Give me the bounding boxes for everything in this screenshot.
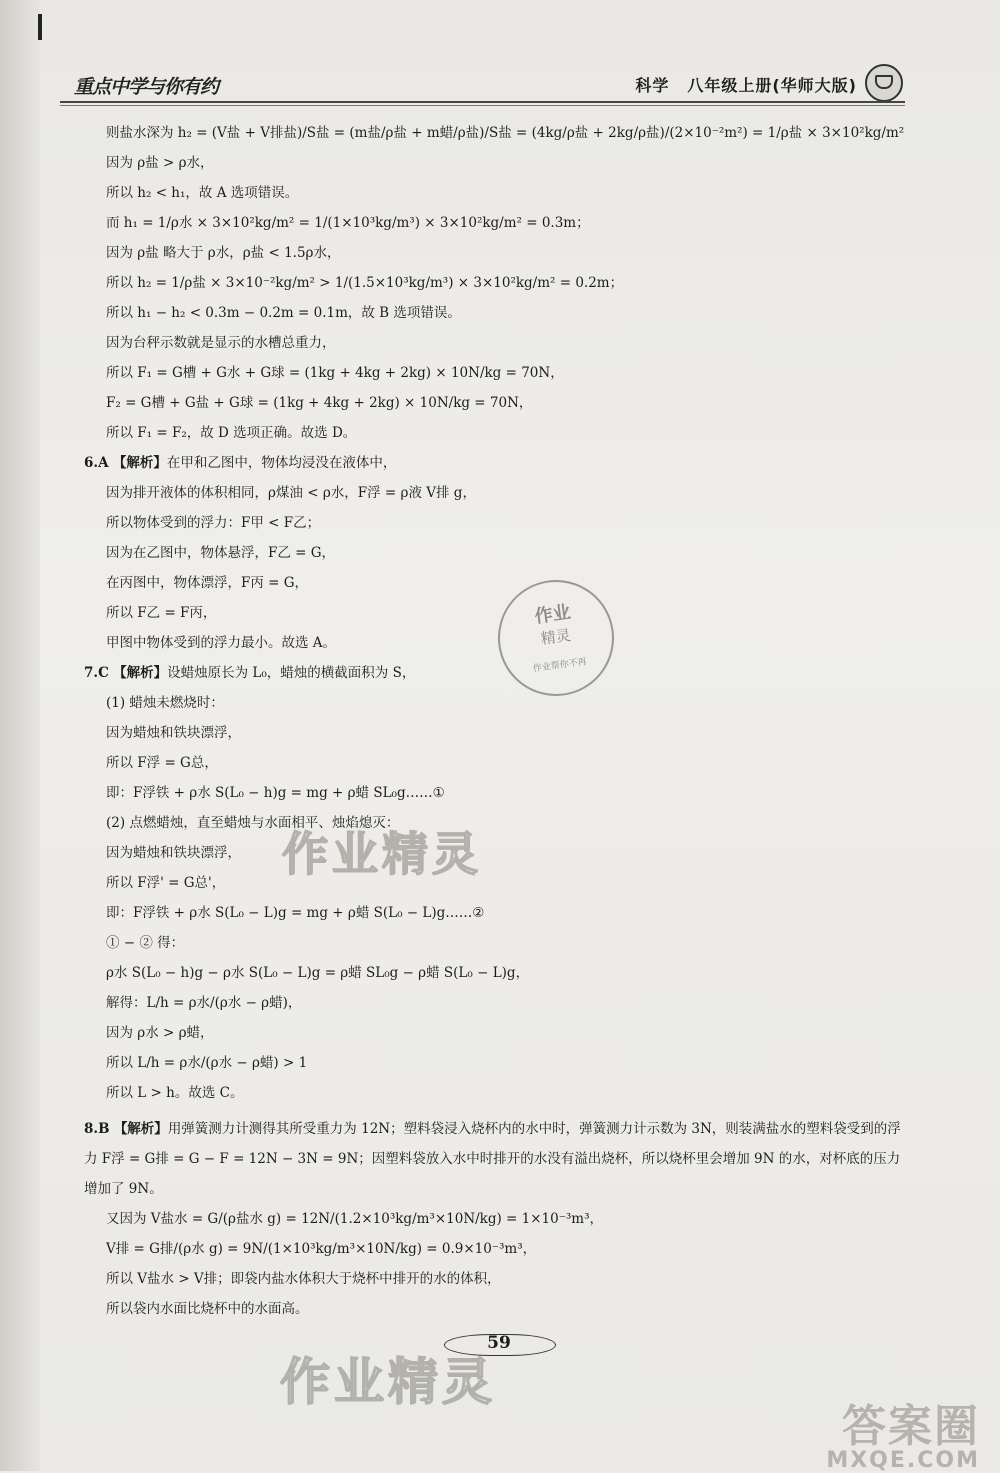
text-line: ① − ② 得： bbox=[106, 935, 185, 951]
watermark-mid: 作业精灵 bbox=[282, 827, 482, 881]
analysis-text: 用弹簧测力计测得其所受重力为 12N；塑料袋浸入烧杯内的水中时，弹簧测力计示数为 3N，则装满盐水的塑料袋受到的浮力 F浮 = G排 = G − F = 12N − 3N = 9N；因塑料袋放入水中时排开的水没有溢出烧杯，所以烧杯里会增加 9N 的水，对杯底的压力增加了 9N。 bbox=[84, 1121, 901, 1197]
text-line: 所以 F₁ = G槽 + G水 + G球 = (1kg + 4kg + 2kg) × 10N/kg = 70N， bbox=[106, 365, 564, 381]
text-line: V排 = G排/(ρ水 g) = 9N/(1×10³kg/m³×10N/kg) = 0.9×10⁻³m³， bbox=[106, 1241, 537, 1257]
header-divider-thin bbox=[60, 105, 905, 106]
question-8-heading bbox=[84, 1114, 906, 1204]
text-line: 因为台秤示数就是显示的水槽总重力， bbox=[106, 335, 336, 351]
text-line: 所以袋内水面比烧杯中的水面高。 bbox=[106, 1301, 309, 1317]
edge-mark bbox=[38, 14, 42, 40]
stamp-line-2: 精灵 bbox=[539, 626, 572, 649]
grade-label: 八年级上册(华师大版) bbox=[687, 76, 857, 95]
analysis-tag: 【解析】 bbox=[113, 665, 168, 681]
header-right bbox=[617, 73, 857, 96]
text-line: 所以 h₂ = 1/ρ盐 × 3×10⁻²kg/m² > 1/(1.5×10³kg/m³) × 3×10²kg/m² = 0.2m； bbox=[106, 275, 624, 291]
text-line: 在丙图中，物体漂浮，F丙 = G， bbox=[106, 575, 309, 591]
page-number-badge bbox=[444, 1331, 554, 1357]
text-line: 所以 F₁ = F₂，故 D 选项正确。故选 D。 bbox=[106, 425, 357, 441]
binding-edge bbox=[0, 0, 40, 1471]
school-seal-icon bbox=[865, 64, 903, 102]
text-line: 又因为 V盐水 = G/(ρ盐水 g) = 12N/(1.2×10³kg/m³×10N/kg) = 1×10⁻³m³， bbox=[106, 1211, 603, 1227]
solution-content bbox=[84, 118, 906, 1324]
text-line: 所以 F浮' = G总'， bbox=[106, 875, 226, 891]
text-line: 所以 h₂ < h₁，故 A 选项错误。 bbox=[106, 185, 299, 201]
text-line: 因为蜡烛和铁块漂浮， bbox=[106, 845, 241, 861]
text-line: (2) 点燃蜡烛，直至蜡烛与水面相平、烛焰熄灭： bbox=[106, 815, 400, 831]
brand-title: 重点中学与你有约 bbox=[74, 76, 219, 98]
text-line: 所以 F浮 = G总， bbox=[106, 755, 218, 771]
text-line: 因为 ρ盐 略大于 ρ水，ρ盐 < 1.5ρ水， bbox=[106, 245, 341, 261]
text-line: 所以 h₁ − h₂ < 0.3m − 0.2m = 0.1m，故 B 选项错误。 bbox=[106, 305, 461, 321]
text-line: 即：F浮铁 + ρ水 S(L₀ − h)g = mg + ρ蜡 SL₀g……① bbox=[106, 785, 445, 801]
analysis-tag: 【解析】 bbox=[112, 455, 167, 471]
header-divider bbox=[60, 101, 905, 103]
answer-choice: A bbox=[98, 455, 109, 471]
text-line: 因为在乙图中，物体悬浮，F乙 = G， bbox=[106, 545, 336, 561]
question-7-heading bbox=[84, 658, 906, 688]
text-line: 则盐水深为 h₂ = (V盐 + V排盐)/S盐 = (m盐/ρ盐 + m蜡/ρ盐)/S盐 = (4kg/ρ盐 + 2kg/ρ盐)/(2×10⁻²m²) = 1/ρ盐 × 3×10²kg/m² bbox=[106, 125, 905, 141]
text-line: 所以 F乙 = F丙， bbox=[106, 605, 217, 621]
watermark-bottom: 作业精灵 bbox=[280, 1353, 496, 1411]
text-line: 所以 L/h = ρ水/(ρ水 − ρ蜡) > 1 bbox=[106, 1055, 308, 1071]
corner-watermark-title: 答案圈 bbox=[842, 1401, 980, 1452]
text-line: (1) 蜡烛未燃烧时： bbox=[106, 695, 224, 711]
stamp-line-1: 作业 bbox=[533, 601, 573, 628]
text-line: 因为 ρ盐 > ρ水， bbox=[106, 155, 214, 171]
question-6-heading bbox=[84, 448, 906, 478]
analysis-text: 在甲和乙图中，物体均浸没在液体中， bbox=[166, 455, 397, 471]
text-line: ρ水 S(L₀ − h)g − ρ水 S(L₀ − L)g = ρ蜡 SL₀g − ρ蜡 S(L₀ − L)g， bbox=[106, 965, 530, 981]
text-line: 解得：L/h = ρ水/(ρ水 − ρ蜡)， bbox=[106, 995, 302, 1011]
text-line: 即：F浮铁 + ρ水 S(L₀ − L)g = mg + ρ蜡 S(L₀ − L)g……② bbox=[106, 905, 485, 921]
text-line: 甲图中物体受到的浮力最小。故选 A。 bbox=[106, 635, 337, 651]
question-number: 8. bbox=[84, 1121, 99, 1137]
answer-choice: B bbox=[98, 1121, 110, 1137]
text-line: 所以 V盐水 > V排；即袋内盐水体积大于烧杯中排开的水的体积， bbox=[106, 1271, 501, 1287]
page-number: 59 bbox=[487, 1333, 511, 1353]
corner-watermark bbox=[826, 1390, 980, 1473]
text-line: 因为蜡烛和铁块漂浮， bbox=[106, 725, 241, 741]
question-number: 7. bbox=[84, 665, 99, 681]
answer-choice: C bbox=[98, 665, 109, 681]
text-line: 所以 L > h。故选 C。 bbox=[106, 1085, 244, 1101]
page-header bbox=[60, 62, 905, 102]
text-line: F₂ = G槽 + G盐 + G球 = (1kg + 4kg + 2kg) × 10N/kg = 70N， bbox=[106, 395, 533, 411]
corner-watermark-url: MXQE.COM bbox=[826, 1448, 980, 1473]
text-line: 所以物体受到的浮力：F甲 < F乙； bbox=[106, 515, 321, 531]
subject-label: 科学 bbox=[635, 76, 670, 95]
text-line: 因为排开液体的体积相同，ρ煤油 < ρ水，F浮 = ρ液 V排 g， bbox=[106, 485, 476, 501]
question-number: 6. bbox=[84, 455, 99, 471]
text-line: 而 h₁ = 1/ρ水 × 3×10²kg/m² = 1/(1×10³kg/m³) × 3×10²kg/m² = 0.3m； bbox=[106, 215, 590, 231]
analysis-text: 设蜡烛原长为 L₀，蜡烛的横截面积为 S， bbox=[167, 665, 416, 681]
text-line: 因为 ρ水 > ρ蜡， bbox=[106, 1025, 214, 1041]
analysis-tag: 【解析】 bbox=[113, 1121, 168, 1137]
stamp-line-3: 作业帮你不再 bbox=[532, 657, 588, 675]
